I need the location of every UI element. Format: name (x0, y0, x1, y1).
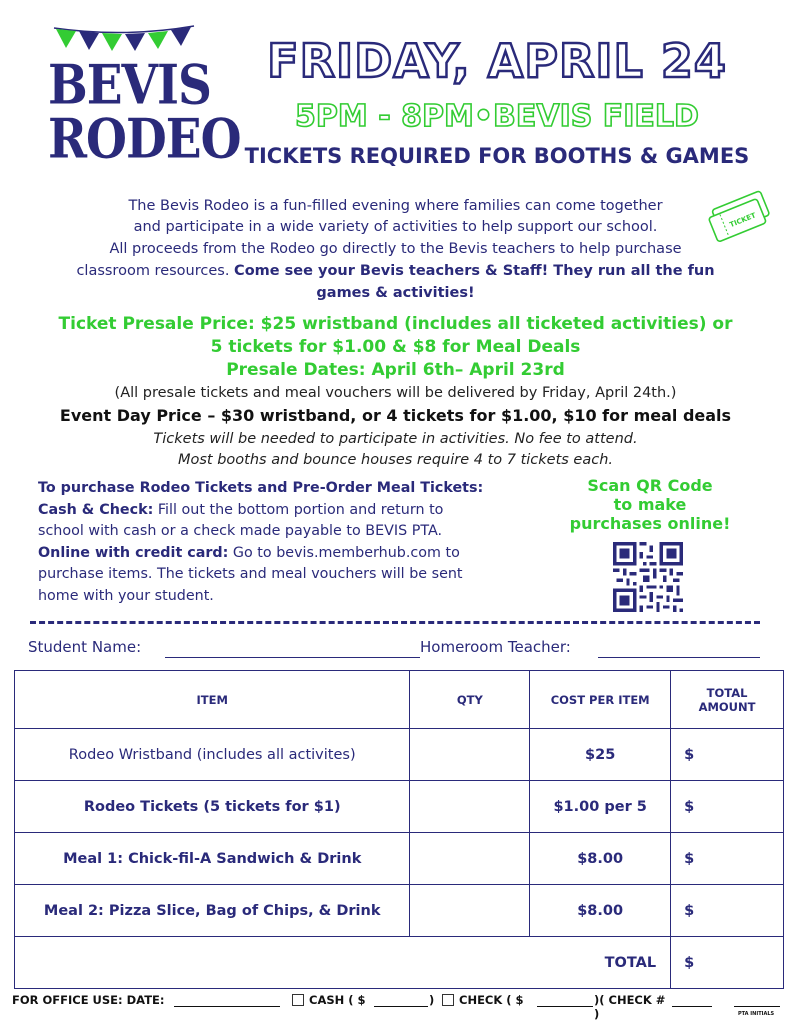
ticket-note-2: Most booths and bounce houses require 4 to 7 tickets each. (177, 452, 613, 468)
qr-instructions (555, 476, 745, 533)
cash-close-paren: ) (429, 993, 435, 1007)
cash-check-text-2: school with cash or a check made payable to BEVIS PTA. (38, 523, 443, 539)
header-total-line-2: AMOUNT (698, 699, 756, 714)
order-form-table (14, 670, 784, 989)
cash-checkbox[interactable] (292, 994, 304, 1006)
qr-code-icon[interactable] (613, 542, 683, 612)
intro-line-4-plain: classroom resources. (76, 263, 235, 279)
office-use-section (12, 993, 787, 1019)
qr-line-1: Scan QR Code (587, 476, 713, 495)
cut-line-divider (30, 614, 760, 624)
table-header-row (15, 671, 784, 729)
item-cell: Meal 1: Chick-fil-A Sandwich & Drink (15, 833, 410, 885)
grand-total-cell[interactable]: $ (671, 937, 784, 989)
table-row (15, 781, 784, 833)
event-day-price: Event Day Price – $30 wristband, or 4 tickets for $1.00, $10 for meal deals (59, 406, 732, 425)
item-cell: Meal 2: Pizza Slice, Bag of Chips, & Drink (15, 885, 410, 937)
check-number-field[interactable] (672, 1006, 712, 1007)
bevis-rodeo-logo (48, 22, 241, 172)
header-qty: QTY (410, 671, 530, 729)
office-date-label: FOR OFFICE USE: DATE: (12, 993, 165, 1007)
intro-line-4-bold: Come see your Bevis teachers & Staff! They run all the fun (234, 263, 715, 279)
header-item: ITEM (15, 671, 410, 729)
cost-cell: $8.00 (530, 833, 671, 885)
logo-word-rodeo: RODEO (48, 107, 241, 172)
event-date-title: FRIDAY, APRIL 24 (267, 34, 727, 88)
qty-cell[interactable] (410, 833, 530, 885)
check-checkbox[interactable] (442, 994, 454, 1006)
online-label: Online with credit card: (38, 544, 229, 561)
cash-check-text-1: Fill out the bottom portion and return to (153, 501, 444, 518)
pta-initials-field[interactable] (734, 1006, 780, 1007)
presale-price-line-1: Ticket Presale Price: $25 wristband (includes all ticketed activities) or (58, 314, 733, 334)
cash-amount-field[interactable] (374, 1006, 428, 1007)
item-cell: Rodeo Tickets (5 tickets for $1) (15, 781, 410, 833)
event-time-location: 5PM - 8PM•BEVIS FIELD (295, 99, 699, 134)
total-cell[interactable]: $ (671, 729, 784, 781)
cash-label: CASH ( $ (309, 993, 366, 1007)
header-total (671, 671, 784, 729)
homeroom-teacher-field[interactable] (598, 657, 760, 658)
table-total-row (15, 937, 784, 989)
intro-line-5: games & activities! (316, 285, 475, 301)
office-trailing-paren: ) (594, 1007, 600, 1021)
qr-line-3: purchases online! (569, 514, 731, 533)
header-total-line-1: TOTAL (706, 685, 748, 700)
ticket-icon-label: TICKET (728, 211, 758, 230)
check-amount-field[interactable] (537, 1006, 593, 1007)
total-label: TOTAL (15, 937, 671, 989)
qty-cell[interactable] (410, 885, 530, 937)
presale-price-line-2: 5 tickets for $1.00 & $8 for Meal Deals (210, 337, 581, 357)
office-date-field[interactable] (174, 1006, 280, 1007)
cost-cell: $1.00 per 5 (530, 781, 671, 833)
homeroom-teacher-label: Homeroom Teacher: (420, 638, 571, 656)
intro-line-1: The Bevis Rodeo is a fun-filled evening where families can come together (128, 198, 663, 214)
purchase-heading: To purchase Rodeo Tickets and Pre-Order Meal Tickets: (38, 480, 484, 496)
student-name-field[interactable] (165, 657, 420, 658)
qr-line-2: to make (613, 495, 687, 514)
check-label: CHECK ( $ (459, 993, 524, 1007)
online-text-2: purchase items. The tickets and meal vouchers will be sent (38, 566, 463, 582)
table-row (15, 833, 784, 885)
intro-line-4 (0, 263, 791, 279)
item-cell: Rodeo Wristband (includes all activites) (15, 729, 410, 781)
pta-initials-label: PTA INITIALS (738, 1011, 775, 1017)
check-number-label: )( CHECK # (594, 993, 666, 1007)
header-cost: COST PER ITEM (530, 671, 671, 729)
purchase-instructions (38, 478, 548, 607)
qty-cell[interactable] (410, 781, 530, 833)
online-text-3: home with your student. (38, 587, 214, 604)
delivery-note: (All presale tickets and meal vouchers will be delivered by Friday, April 24th.) (114, 385, 677, 401)
table-row (15, 729, 784, 781)
intro-line-2: and participate in a wide variety of activities to help support our school. (133, 219, 658, 235)
cost-cell: $25 (530, 729, 671, 781)
ticket-icon (702, 186, 778, 246)
total-cell[interactable]: $ (671, 885, 784, 937)
total-cell[interactable]: $ (671, 781, 784, 833)
online-text-1: Go to bevis.memberhub.com to (228, 544, 460, 561)
ticket-note-1: Tickets will be needed to participate in activities. No fee to attend. (153, 431, 638, 447)
cash-check-label: Cash & Check: (38, 501, 154, 518)
cost-cell: $8.00 (530, 885, 671, 937)
intro-line-3: All proceeds from the Rodeo go directly to the Bevis teachers to help purchase (109, 241, 682, 257)
logo-word-bevis: BEVIS (48, 53, 211, 118)
qty-cell[interactable] (410, 729, 530, 781)
total-cell[interactable]: $ (671, 833, 784, 885)
student-name-label: Student Name: (28, 638, 142, 656)
presale-dates: Presale Dates: April 6th– April 23rd (226, 360, 565, 380)
table-row (15, 885, 784, 937)
tickets-required-tagline: TICKETS REQUIRED FOR BOOTHS & GAMES (244, 144, 750, 168)
